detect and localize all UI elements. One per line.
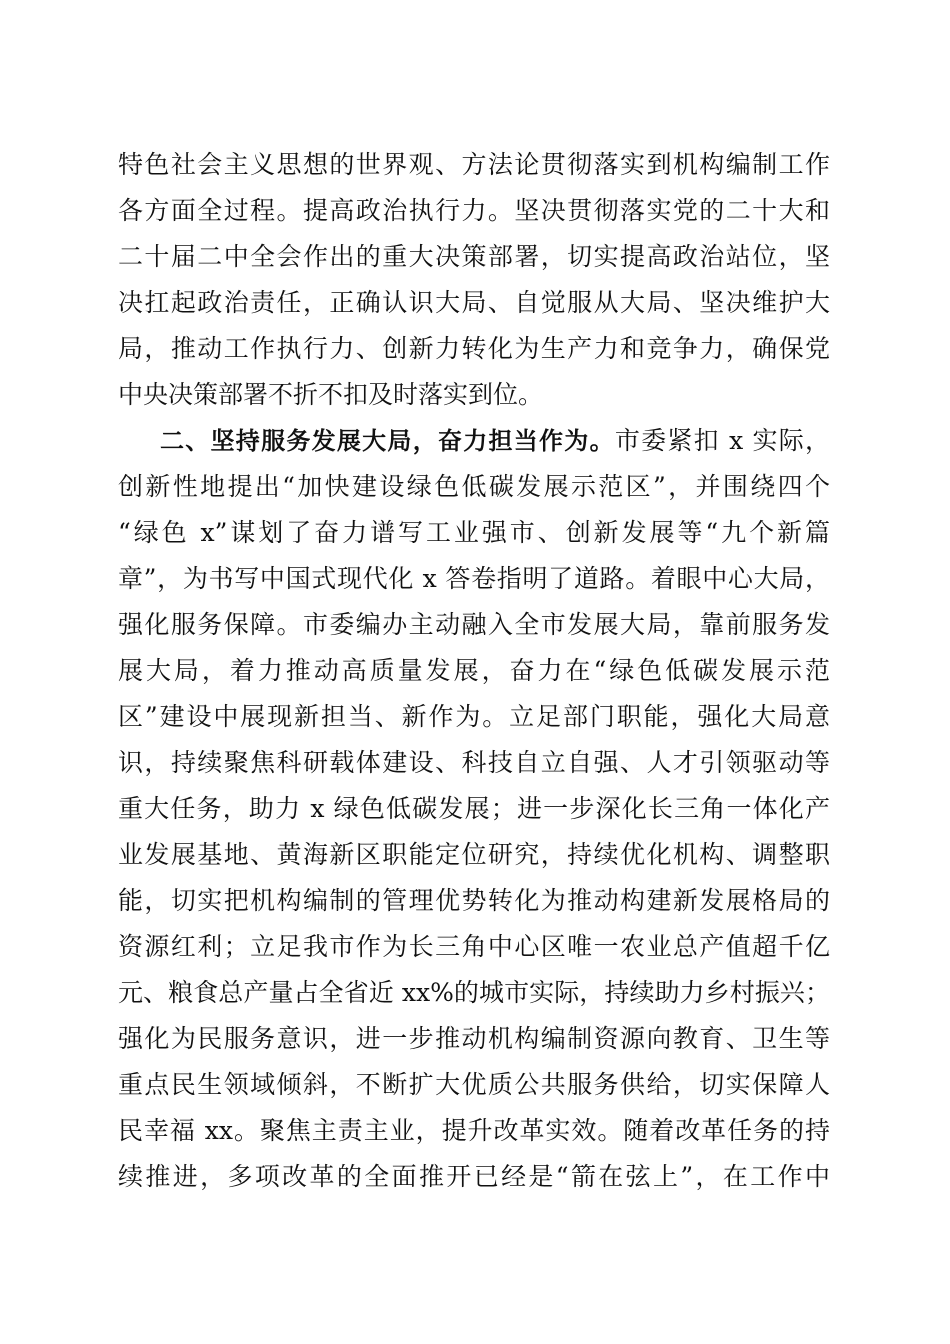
- body-text-line: 元、粮食总产量占全省近 xx%的城市实际，持续助力乡村振兴；: [118, 978, 830, 1007]
- body-text-span: 市委紧扣 x 实际，: [614, 426, 831, 455]
- body-text-line: 强化服务保障。市委编办主动融入全市发展大局，靠前服务发: [118, 610, 830, 639]
- body-text-line: 决扛起政治责任，正确认识大局、自觉服从大局、坚决维护大: [118, 288, 830, 317]
- section-heading-line: [160, 419, 830, 463]
- body-text-line: 重点民生领域倾斜，不断扩大优质公共服务供给，切实保障人: [118, 1070, 830, 1099]
- body-text-line: 各方面全过程。提高政治执行力。坚决贯彻落实党的二十大和: [118, 196, 830, 225]
- body-text-line: 区”建设中展现新担当、新作为。立足部门职能，强化大局意: [118, 702, 830, 731]
- body-text-line: 强化为民服务意识，进一步推动机构编制资源向教育、卫生等: [118, 1024, 830, 1053]
- body-text-line: 能，切实把机构编制的管理优势转化为推动构建新发展格局的: [118, 886, 830, 915]
- body-text-line: “绿色 x”谋划了奋力谱写工业强市、创新发展等“九个新篇: [118, 518, 830, 547]
- body-text-line: 识，持续聚焦科研载体建设、科技自立自强、人才引领驱动等: [118, 748, 830, 777]
- body-text-line: 展大局，着力推动高质量发展，奋力在“绿色低碳发展示范: [118, 656, 830, 685]
- body-text-line: 创新性地提出“加快建设绿色低碳发展示范区”，并围绕四个: [118, 472, 830, 501]
- body-text-line: 资源红利；立足我市作为长三角中心区唯一农业总产值超千亿: [118, 932, 830, 961]
- body-text-line: 民幸福 xx。聚焦主责主业，提升改革实效。随着改革任务的持: [118, 1116, 830, 1145]
- body-text-line: 重大任务，助力 x 绿色低碳发展；进一步深化长三角一体化产: [118, 794, 830, 823]
- body-text-line: 续推进，多项改革的全面推开已经是“箭在弦上”，在工作中: [118, 1162, 830, 1191]
- body-text-line: 特色社会主义思想的世界观、方法论贯彻落实到机构编制工作: [118, 150, 830, 179]
- body-text-line: 章”，为书写中国式现代化 x 答卷指明了道路。着眼中心大局，: [118, 564, 830, 593]
- body-text-line: 业发展基地、黄海新区职能定位研究，持续优化机构、调整职: [118, 840, 830, 869]
- body-text-line: 二十届二中全会作出的重大决策部署，切实提高政治站位，坚: [118, 242, 830, 271]
- section-heading: 二、坚持服务发展大局，奋力担当作为。: [160, 427, 615, 455]
- body-text-line: 局，推动工作执行力、创新力转化为生产力和竞争力，确保党: [118, 334, 830, 363]
- body-text-line: 中央决策部署不折不扣及时落实到位。: [118, 380, 544, 409]
